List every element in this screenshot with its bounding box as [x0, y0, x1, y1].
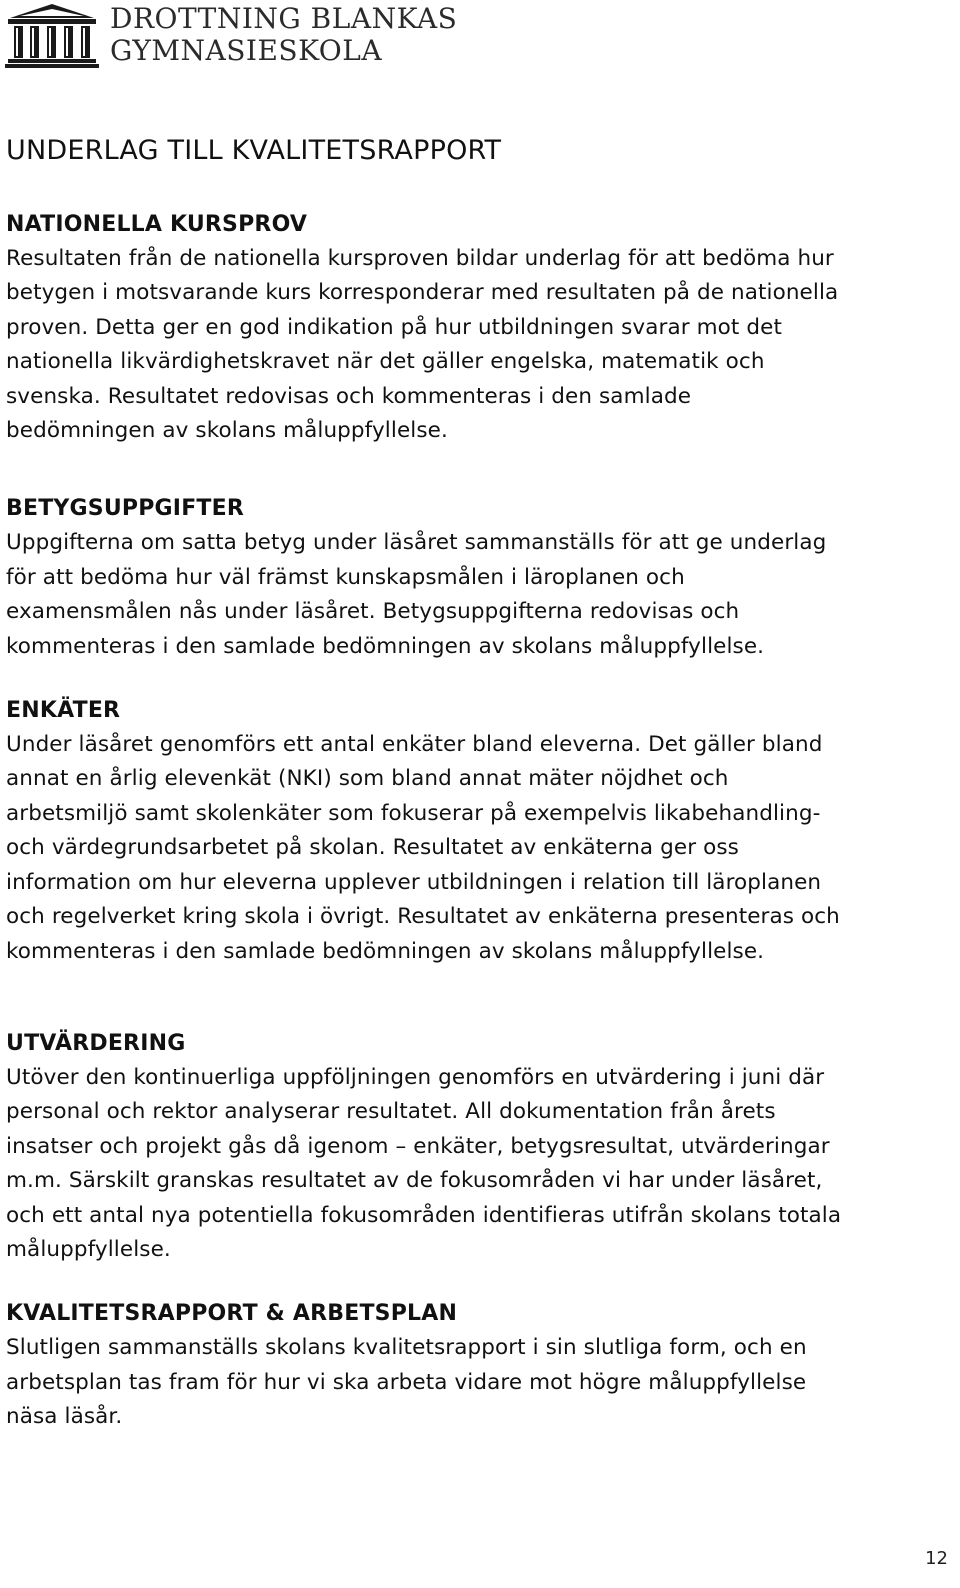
school-name-line2: GYMNASIESKOLA — [110, 34, 383, 67]
section-body: Resultaten från de nationella kursproven bildar underlag för att bedöma hur betygen i motsvarande kurs korresponderar med resultaten på de nationella proven. Detta ger en god indikation på hur utbildningen svarar mot det nationella likvärdighetskravet när det gäller engelska, matematik och svenska. Resultatet redovisas och kommenteras i den samlade bedömningen av skolans måluppfyllelse. — [6, 246, 839, 444]
section-heading: BETYGSUPPGIFTER — [6, 496, 244, 522]
page-number: 12 — [925, 1548, 948, 1569]
section-body: Under läsåret genomförs ett antal enkäter bland eleverna. Det gäller bland annat en årlig elevenkät (NKI) som bland annat mäter nöjdhet och arbetsmiljö samt skolenkäter som fokuserar på exempelvis likabehandling- och värdegrundsarbetet på skolan. Resultatet av enkäterna ger oss information om hur eleverna upplever utbildningen i relation till läroplanen och regelverket kring skola i övrigt. Resultatet av enkäterna presenteras och kommenteras i den samlade bedömningen av skolans måluppfyllelse. — [6, 732, 840, 964]
section-body: Utöver den kontinuerliga uppföljningen genomförs en utvärdering i juni där personal och rektor analyserar resultatet. All dokumentation från årets insatser och projekt gås då igenom – enkäter, betygsresultat, utvärderingar m.m. Särskilt granskas resultatet av de fokusområden vi har under läsåret, och ett antal nya potentiella fokusområden identifieras utifrån skolans totala måluppfyllelse. — [6, 1064, 842, 1262]
section-enkater — [6, 694, 946, 969]
section-heading: UTVÄRDERING — [6, 1030, 186, 1056]
document-title: UNDERLAG TILL KVALITETSRAPPORT — [6, 135, 502, 166]
document-content — [6, 134, 946, 1435]
section-heading: NATIONELLA KURSPROV — [6, 212, 308, 237]
section-heading: ENKÄTER — [6, 698, 121, 724]
section-body: Slutligen sammanställs skolans kvalitetsrapport i sin slutliga form, och en arbetsplan tas fram för hur vi ska arbeta vidare mot högre måluppfyllelse näsa läsår. — [6, 1335, 807, 1430]
school-logo — [4, 2, 100, 68]
section-body: Uppgifterna om satta betyg under läsåret sammanställs för att ge underlag för att bedöma hur väl främst kunskapsmålen i läroplanen och examensmålen nås under läsåret. Betygsuppgifterna redovisas och kommenteras i den samlade bedömningen av skolans måluppfyllelse. — [6, 530, 827, 659]
section-nationella-kursprov — [6, 208, 946, 448]
school-header — [4, 2, 457, 68]
section-heading: KVALITETSRAPPORT & ARBETSPLAN — [6, 1301, 458, 1327]
school-name — [110, 2, 458, 67]
school-name-line1: DROTTNING BLANKAS — [110, 2, 458, 35]
section-utvardering — [6, 1027, 946, 1267]
section-betygsuppgifter — [6, 492, 946, 664]
section-kvalitetsrapport-arbetsplan — [6, 1297, 946, 1434]
